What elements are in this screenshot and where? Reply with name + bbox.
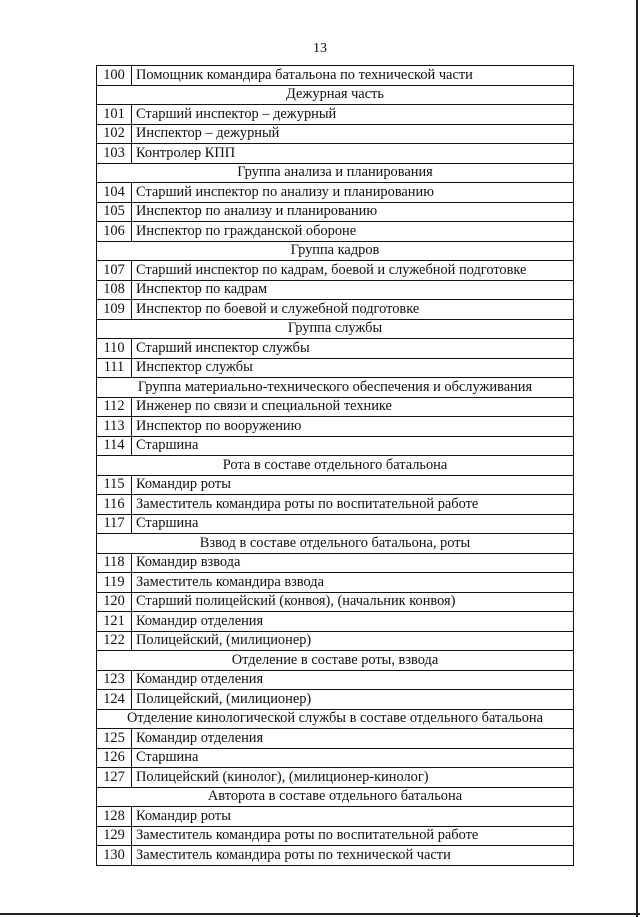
position-title: Старшина: [132, 436, 574, 456]
position-title: Командир роты: [132, 807, 574, 827]
position-title: Старший инспектор – дежурный: [132, 105, 574, 125]
section-header-row: [97, 319, 574, 339]
position-row: [97, 592, 574, 612]
section-header-row: [97, 163, 574, 183]
position-row: [97, 339, 574, 359]
position-title: Инспектор по кадрам: [132, 280, 574, 300]
position-number: 123: [97, 670, 132, 690]
position-row: [97, 300, 574, 320]
position-row: [97, 222, 574, 242]
position-title: Командир отделения: [132, 729, 574, 749]
position-title: Заместитель командира взвода: [132, 573, 574, 593]
section-title: Отделение в составе роты, взвода: [97, 651, 574, 671]
position-title: Полицейский, (милиционер): [132, 690, 574, 710]
page-edge-bottom: [0, 913, 640, 915]
position-number: 108: [97, 280, 132, 300]
position-row: [97, 436, 574, 456]
position-number: 106: [97, 222, 132, 242]
section-title: Взвод в составе отдельного батальона, роты: [97, 534, 574, 554]
position-row: [97, 690, 574, 710]
position-row: [97, 280, 574, 300]
position-number: 129: [97, 826, 132, 846]
position-title: Командир отделения: [132, 670, 574, 690]
position-number: 118: [97, 553, 132, 573]
position-number: 111: [97, 358, 132, 378]
position-row: [97, 183, 574, 203]
position-number: 110: [97, 339, 132, 359]
position-row: [97, 397, 574, 417]
position-title: Инспектор – дежурный: [132, 124, 574, 144]
position-number: 120: [97, 592, 132, 612]
position-number: 103: [97, 144, 132, 164]
position-number: 107: [97, 261, 132, 281]
position-title: Командир роты: [132, 475, 574, 495]
position-row: [97, 846, 574, 866]
section-title: Группа кадров: [97, 241, 574, 261]
position-number: 109: [97, 300, 132, 320]
position-row: [97, 475, 574, 495]
section-header-row: [97, 534, 574, 554]
position-title: Инженер по связи и специальной технике: [132, 397, 574, 417]
section-header-row: [97, 241, 574, 261]
position-row: [97, 748, 574, 768]
position-title: Инспектор по гражданской обороне: [132, 222, 574, 242]
position-title: Полицейский, (милиционер): [132, 631, 574, 651]
position-title: Инспектор по боевой и служебной подготовке: [132, 300, 574, 320]
section-title: Рота в составе отдельного батальона: [97, 456, 574, 476]
page-number: 13: [313, 41, 327, 56]
position-number: 113: [97, 417, 132, 437]
position-title: Инспектор службы: [132, 358, 574, 378]
position-title: Контролер КПП: [132, 144, 574, 164]
position-title: Старший инспектор по анализу и планированию: [132, 183, 574, 203]
position-number: 105: [97, 202, 132, 222]
position-number: 114: [97, 436, 132, 456]
position-row: [97, 202, 574, 222]
position-number: 101: [97, 105, 132, 125]
section-title: Группа службы: [97, 319, 574, 339]
position-row: [97, 768, 574, 788]
section-title: Группа материально-технического обеспечения и обслуживания: [97, 378, 574, 398]
position-number: 128: [97, 807, 132, 827]
position-title: Заместитель командира роты по воспитательной работе: [132, 826, 574, 846]
position-row: [97, 261, 574, 281]
position-number: 102: [97, 124, 132, 144]
position-number: 117: [97, 514, 132, 534]
section-header-row: [97, 651, 574, 671]
position-title: Командир взвода: [132, 553, 574, 573]
position-row: [97, 826, 574, 846]
position-number: 116: [97, 495, 132, 515]
position-number: 115: [97, 475, 132, 495]
position-row: [97, 553, 574, 573]
position-number: 104: [97, 183, 132, 203]
position-number: 121: [97, 612, 132, 632]
positions-table-body: [97, 66, 574, 866]
section-header-row: [97, 709, 574, 729]
position-number: 125: [97, 729, 132, 749]
position-title: Заместитель командира роты по технической части: [132, 846, 574, 866]
section-header-row: [97, 787, 574, 807]
position-title: Командир отделения: [132, 612, 574, 632]
section-title: Отделение кинологической службы в составе отдельного батальона: [97, 709, 574, 729]
position-title: Инспектор по вооружению: [132, 417, 574, 437]
position-row: [97, 66, 574, 86]
position-row: [97, 573, 574, 593]
position-number: 119: [97, 573, 132, 593]
position-row: [97, 495, 574, 515]
position-number: 126: [97, 748, 132, 768]
position-title: Помощник командира батальона по технической части: [132, 66, 574, 86]
section-header-row: [97, 456, 574, 476]
position-title: Старшина: [132, 748, 574, 768]
position-row: [97, 807, 574, 827]
page-edge-right: [636, 0, 638, 917]
position-number: 127: [97, 768, 132, 788]
position-title: Полицейский (кинолог), (милиционер-кинолог): [132, 768, 574, 788]
position-row: [97, 631, 574, 651]
position-row: [97, 417, 574, 437]
position-row: [97, 612, 574, 632]
position-number: 124: [97, 690, 132, 710]
positions-table: [96, 65, 574, 866]
position-row: [97, 358, 574, 378]
section-header-row: [97, 85, 574, 105]
position-row: [97, 670, 574, 690]
position-title: Старший инспектор службы: [132, 339, 574, 359]
position-row: [97, 144, 574, 164]
position-number: 122: [97, 631, 132, 651]
position-row: [97, 729, 574, 749]
position-row: [97, 124, 574, 144]
position-row: [97, 514, 574, 534]
section-header-row: [97, 378, 574, 398]
section-title: Дежурная часть: [97, 85, 574, 105]
position-number: 100: [97, 66, 132, 86]
position-number: 112: [97, 397, 132, 417]
position-title: Инспектор по анализу и планированию: [132, 202, 574, 222]
position-title: Старшина: [132, 514, 574, 534]
position-number: 130: [97, 846, 132, 866]
position-title: Старший инспектор по кадрам, боевой и служебной подготовке: [132, 261, 574, 281]
position-row: [97, 105, 574, 125]
section-title: Группа анализа и планирования: [97, 163, 574, 183]
position-title: Заместитель командира роты по воспитательной работе: [132, 495, 574, 515]
section-title: Авторота в составе отдельного батальона: [97, 787, 574, 807]
position-title: Старший полицейский (конвоя), (начальник конвоя): [132, 592, 574, 612]
